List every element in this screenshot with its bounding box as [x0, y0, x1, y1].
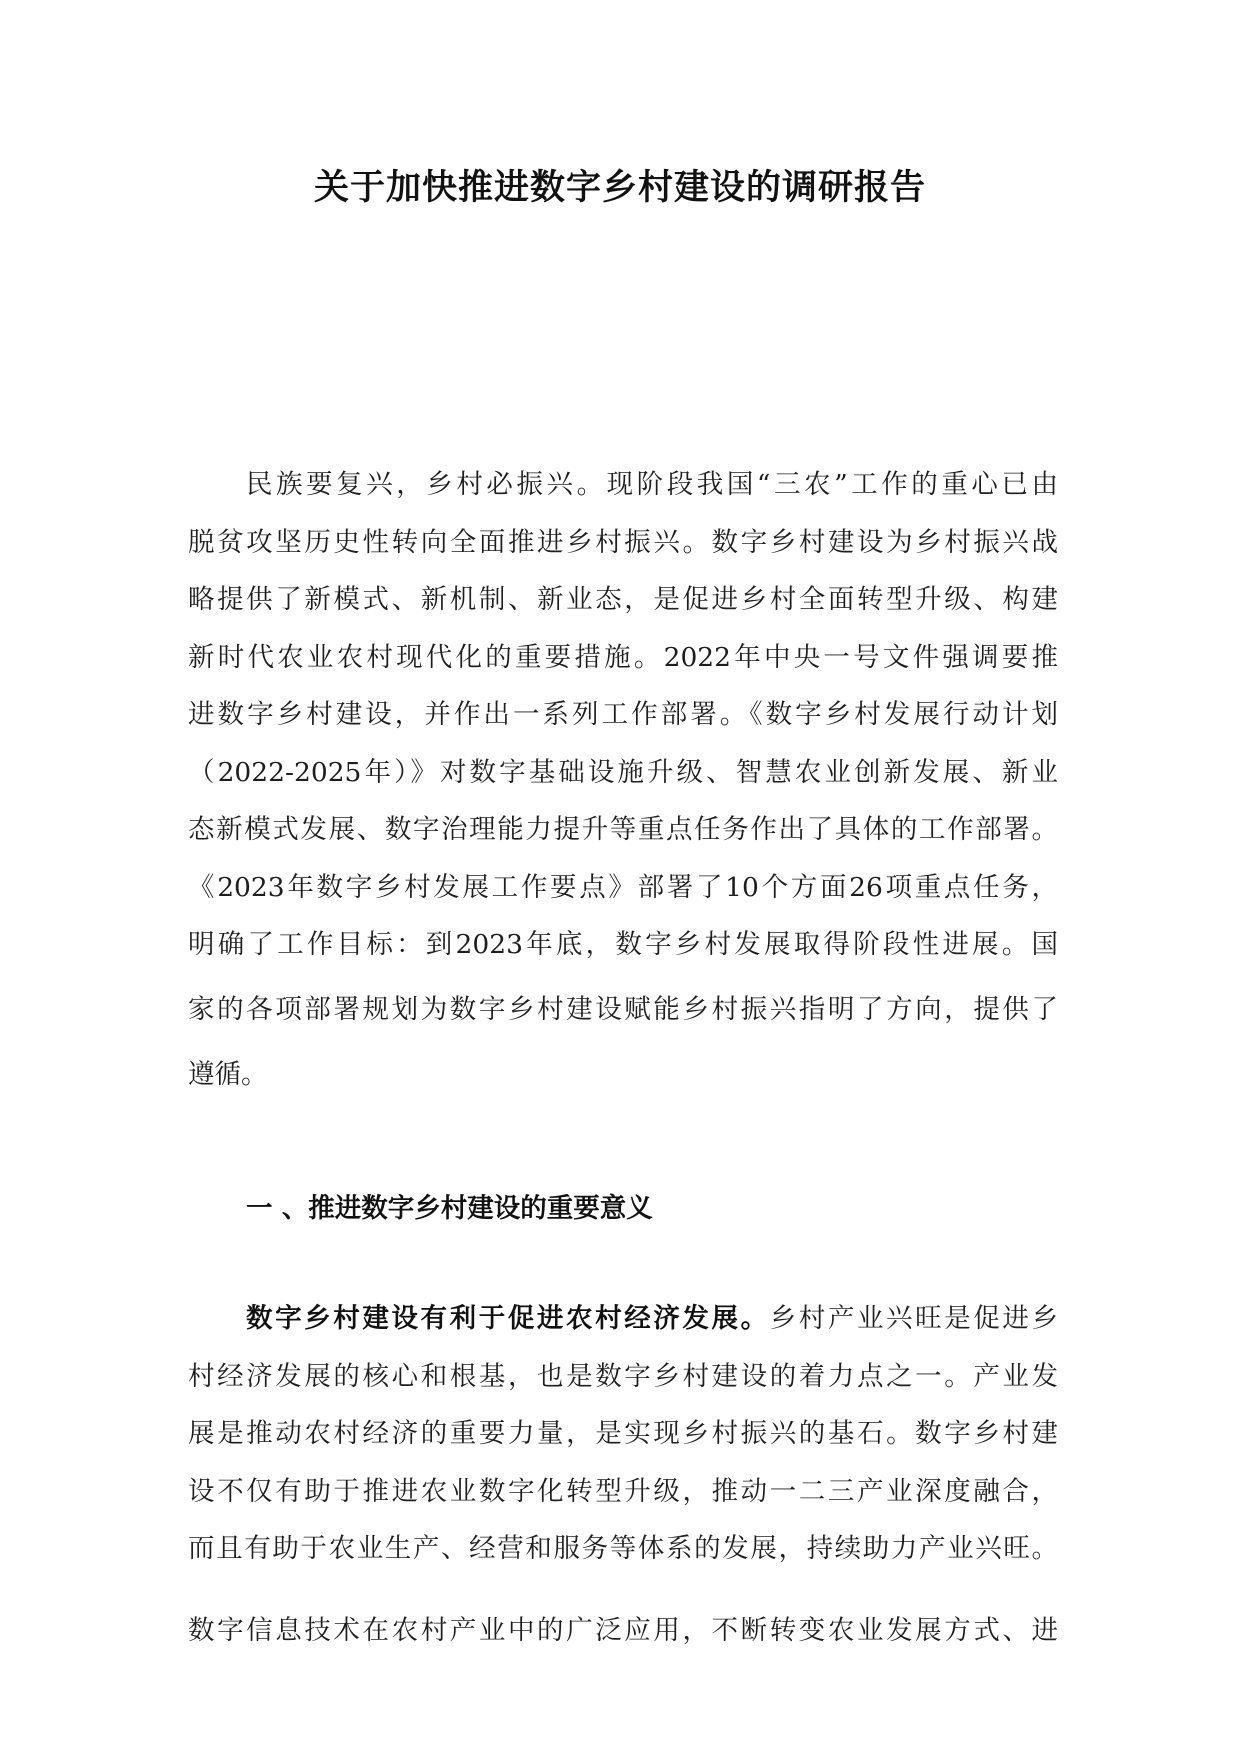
text-line: 村经济发展的核心和根基，也是数字乡村建设的着力点之一。产业发 [188, 1360, 1058, 1392]
text-line: 明确了工作目标：到2023年底，数字乡村发展取得阶段性进展。国 [188, 929, 1058, 960]
paragraph-economic-development [188, 1290, 1058, 1578]
text-line: 进数字乡村建设，并作出一系列工作部署。《数字乡村发展行动计划 [188, 699, 1058, 730]
text-line: 略提供了新模式、新机制、新业态，是促进乡村全面转型升级、构建 [188, 584, 1058, 615]
text-line: 脱贫攻坚历史性转向全面推进乡村振兴。数字乡村建设为乡村振兴战 [188, 526, 1058, 558]
paragraph-lead-rest: 乡村产业兴旺是促进乡 [769, 1303, 1058, 1334]
text-line: （2022-2025年）》对数字基础设施升级、智慧农业创新发展、新业 [188, 756, 1058, 788]
intro-paragraph [188, 456, 1058, 1103]
paragraph-lead: 数字乡村建设有利于促进农村经济发展。 [246, 1303, 770, 1334]
text-line: 态新模式发展、数字治理能力提升等重点任务作出了具体的工作部署。 [188, 814, 1058, 845]
text-line: 遵循。 [188, 1058, 268, 1090]
section-heading: 一 、推进数字乡村建设的重要意义 [246, 1193, 653, 1224]
text-line: 而且有助于农业生产、经营和服务等体系的发展，持续助力产业兴旺。 [188, 1533, 1058, 1564]
text-line: 新时代农业农村现代化的重要措施。2022年中央一号文件强调要推 [188, 641, 1058, 673]
text-line: 展是推动农村经济的重要力量，是实现乡村振兴的基石。数字乡村建 [188, 1418, 1058, 1449]
text-line: 民族要复兴，乡村必振兴。现阶段我国“三农”工作的重心已由 [246, 469, 1058, 500]
text-line [188, 1290, 1058, 1348]
text-line: 设不仅有助于推进农业数字化转型升级，推动一二三产业深度融合， [188, 1475, 1058, 1507]
paragraph-digital-technology [188, 1602, 1058, 1660]
text-line: 数字信息技术在农村产业中的广泛应用，不断转变农业发展方式、进 [188, 1615, 1058, 1646]
text-line: 《2023年数字乡村发展工作要点》部署了10个方面26项重点任务， [188, 871, 1058, 903]
document-title: 关于加快推进数字乡村建设的调研报告 [313, 168, 926, 208]
text-line: 家的各项部署规划为数字乡村建设赋能乡村振兴指明了方向，提供了 [188, 993, 1058, 1025]
